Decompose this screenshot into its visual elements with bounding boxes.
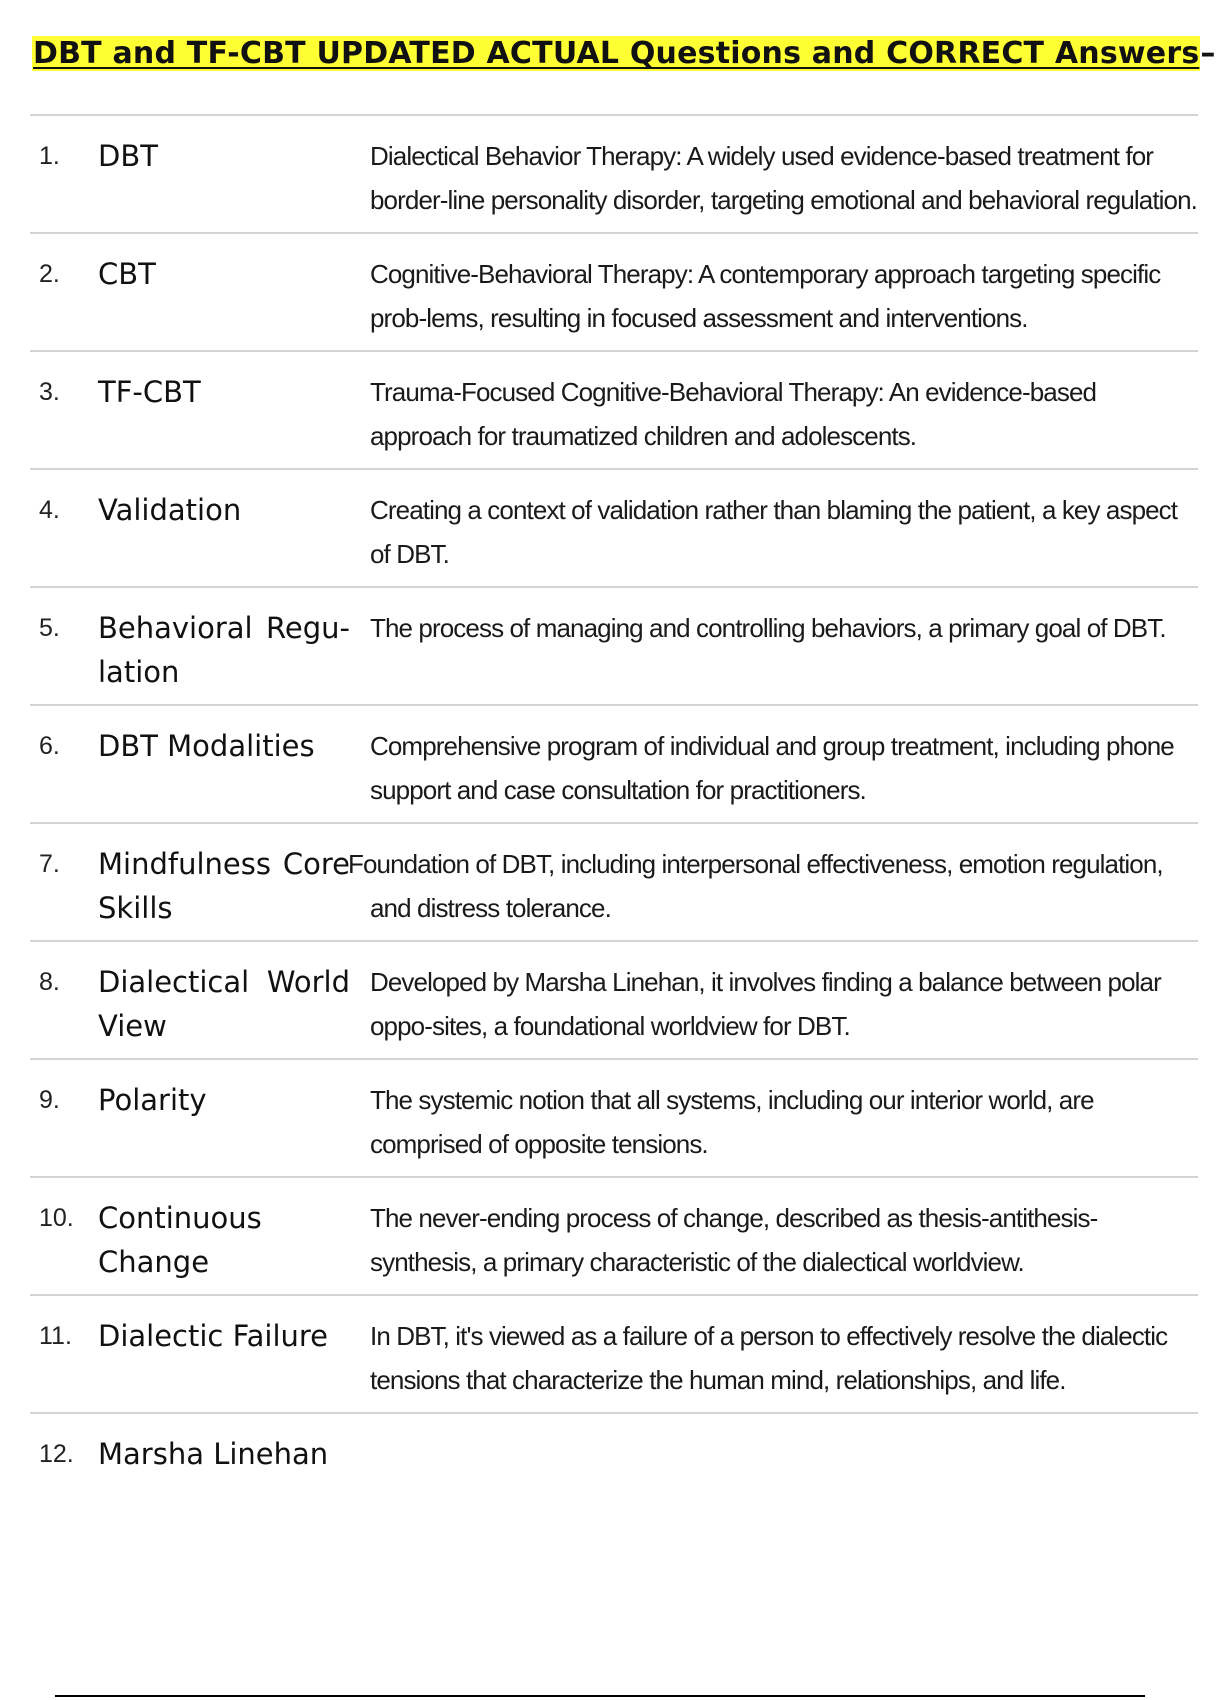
table-row	[30, 1296, 1198, 1414]
table-row	[30, 588, 1198, 706]
item-term: Marsha Linehan	[98, 1437, 329, 1471]
table-row	[30, 470, 1198, 588]
item-number: 9.	[39, 1086, 60, 1114]
item-definition: Foundation of DBT, including interpersonal effectiveness, emotion regulation, and distress tolerance.	[348, 849, 1163, 923]
table-row	[30, 706, 1198, 824]
item-definition: Developed by Marsha Linehan, it involves finding a balance between polar oppo-sites, a foundational worldview for DBT.	[370, 967, 1161, 1041]
item-number: 2.	[39, 260, 60, 288]
item-term: Dialectic Failure	[98, 1319, 329, 1353]
item-term: TF-CBT	[98, 375, 201, 409]
item-definition: The never-ending process of change, described as thesis-antithesis-synthesis, a primary characteristic of the dialectical worldview.	[370, 1203, 1098, 1277]
item-term: Continuous Change	[98, 1201, 262, 1279]
item-number: 10.	[39, 1204, 74, 1232]
item-definition: Cognitive-Behavioral Therapy: A contemporary approach targeting specific prob-lems, resulting in focused assessment and interventions.	[370, 259, 1161, 333]
table-row	[30, 1178, 1198, 1296]
item-number: 4.	[39, 496, 60, 524]
table-row	[30, 942, 1198, 1060]
document-title-text: DBT and TF-CBT UPDATED ACTUAL Questions and CORRECT Answers	[33, 36, 1200, 71]
table-row	[30, 234, 1198, 352]
table-row	[30, 116, 1198, 234]
item-definition: Creating a context of validation rather than blaming the patient, a key aspect of DBT.	[370, 495, 1178, 569]
item-number: 5.	[39, 614, 60, 642]
table-row	[30, 824, 1198, 942]
table-row	[30, 352, 1198, 470]
item-term: DBT Modalities	[98, 729, 315, 763]
item-number: 6.	[39, 732, 60, 760]
item-number: 8.	[39, 968, 60, 996]
item-term: Dialectical World View	[98, 965, 350, 1043]
item-number: 1.	[39, 142, 60, 170]
item-number: 7.	[39, 850, 60, 878]
item-number: 12.	[39, 1440, 74, 1468]
item-term: DBT	[98, 139, 158, 173]
qa-table	[30, 114, 1198, 1534]
table-row	[30, 1414, 1198, 1534]
item-number: 3.	[39, 378, 60, 406]
item-definition: Dialectical Behavior Therapy: A widely used evidence-based treatment for border-line personality disorder, targeting emotional and behavioral regulation.	[370, 141, 1197, 215]
footer-divider	[55, 1695, 1145, 1697]
item-definition: Trauma-Focused Cognitive-Behavioral Therapy: An evidence-based approach for traumatized children and adolescents.	[370, 377, 1097, 451]
item-term: Behavioral Regu-lation	[98, 611, 350, 689]
item-term: Mindfulness Core Skills	[98, 847, 350, 925]
item-term: Validation	[98, 493, 242, 527]
item-definition: In DBT, it's viewed as a failure of a person to effectively resolve the dialectic tensions that characterize the human mind, relationships, and life.	[370, 1321, 1168, 1395]
document-title	[32, 34, 1216, 74]
item-definition: The process of managing and controlling behaviors, a primary goal of DBT.	[370, 613, 1166, 643]
item-term: CBT	[98, 257, 156, 291]
item-number: 11.	[39, 1322, 72, 1350]
table-row	[30, 1060, 1198, 1178]
item-term: Polarity	[98, 1083, 207, 1117]
document-title-suffix: –	[1200, 36, 1216, 71]
item-definition: Comprehensive program of individual and group treatment, including phone support and case consultation for practitioners.	[370, 731, 1174, 805]
item-definition: The systemic notion that all systems, including our interior world, are comprised of opposite tensions.	[370, 1085, 1094, 1159]
